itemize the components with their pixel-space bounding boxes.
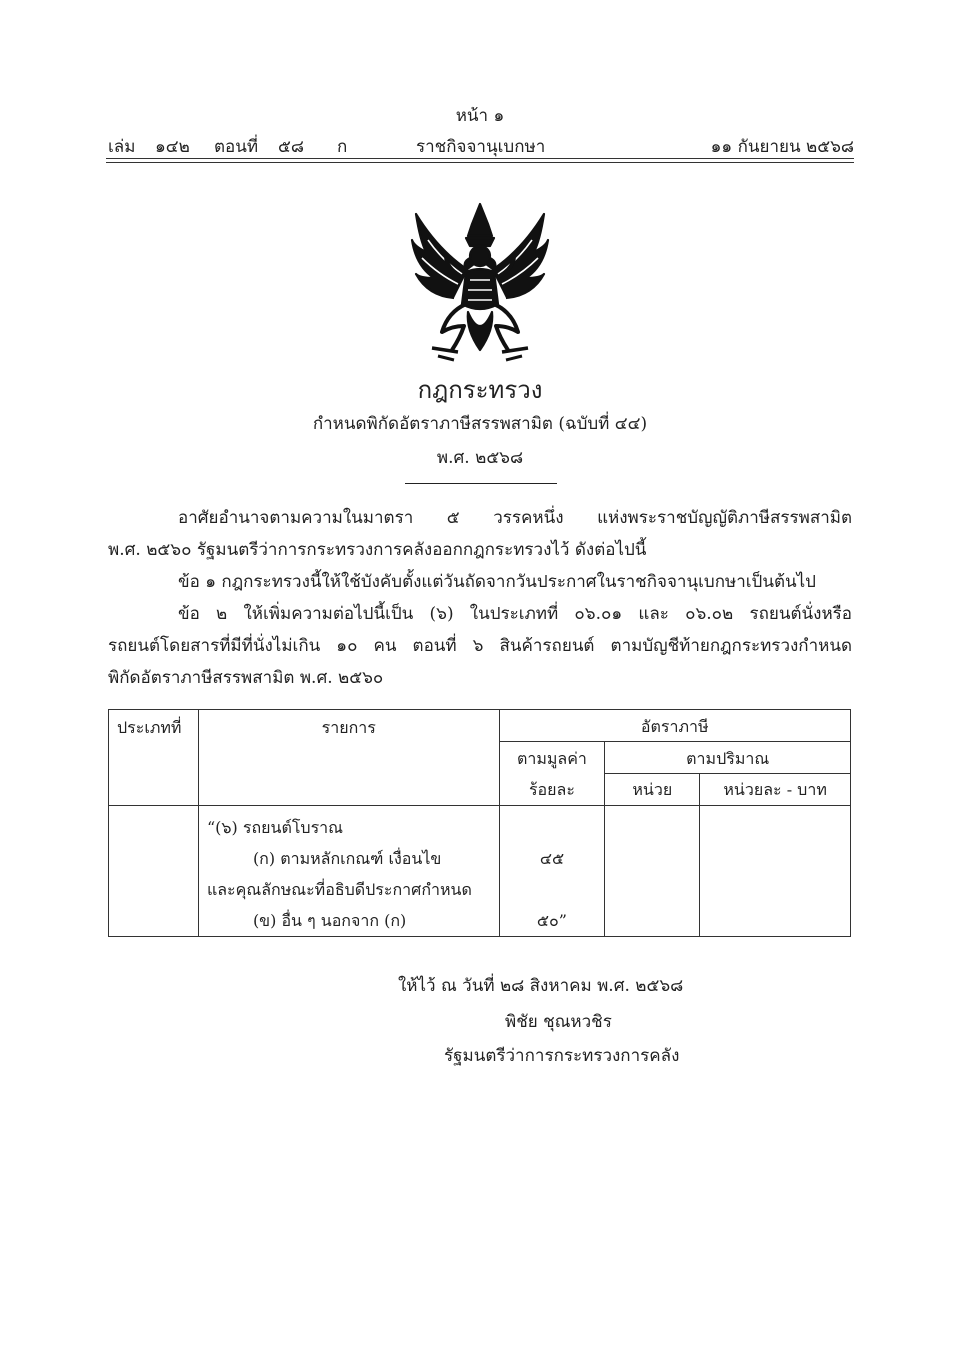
section-number: ๕๘ [278,137,304,157]
title-rule [405,483,557,484]
preamble-line-2: พ.ศ. ๒๕๖๐ รัฐมนตรีว่าการกระทรวงการคลังออกกฎกระทรวงไว้ ดังต่อไปนี้ [108,540,647,560]
signatory-position: รัฐมนตรีว่าการกระทรวงการคลัง [444,1046,680,1066]
section-label: ตอนที่ [214,137,259,157]
given-on-date: ให้ไว้ ณ วันที่ ๒๘ สิงหาคม พ.ศ. ๒๕๖๘ [398,976,684,996]
signatory-name: พิชัย ชุณหวชิร [505,1012,612,1032]
cell-item [198,806,499,937]
cell-percent [499,806,605,937]
item-a-line-2: และคุณลักษณะที่อธิบดีประกาศกำหนด [206,880,472,899]
clause-2-line-1: ข้อ ๒ ให้เพิ่มความต่อไปนี้เป็น (๖) ในประเภทที่ ๐๖.๐๑ และ ๐๖.๐๒ รถยนต์นั่งหรือ [178,604,852,624]
cell-per-unit [700,806,851,937]
item-b: (ข) อื่น ๆ นอกจาก (ก) [252,911,407,930]
item-heading: “(๖) รถยนต์โบราณ [206,818,343,837]
header-category: ประเภทที่ [109,710,199,806]
clause-2-line-2: รถยนต์โดยสารที่มีที่นั่งไม่เกิน ๑๐ คน ตอนที่ ๖ สินค้ารถยนต์ ตามบัญชีท้ายกฎกระทรวงกำหนด [108,636,852,656]
clause-2-line-3: พิกัดอัตราภาษีสรรพสามิต พ.ศ. ๒๕๖๐ [108,668,384,688]
header-by-quantity: ตามปริมาณ [605,742,851,774]
header-rate: อัตราภาษี [499,710,850,742]
header-per-unit: หน่วยละ - บาท [700,774,851,806]
header-by-value: ตามมูลค่า [499,742,605,774]
header-item: รายการ [198,710,499,806]
item-b-rate: ๕๐” [536,911,567,930]
volume-number: ๑๔๒ [155,137,190,157]
rates-table [108,709,851,937]
header-unit: หน่วย [605,774,700,806]
document-title: กฎกระทรวง [417,376,543,404]
item-a-line-1: (ก) ตามหลักเกณฑ์ เงื่อนไข [252,849,442,868]
item-a-rate: ๔๕ [539,849,565,868]
header-percent: ร้อยละ [499,774,605,806]
garuda-emblem-icon [408,200,553,365]
gazette-date: ๑๑ กันยายน ๒๕๖๘ [710,137,854,157]
header-rule [106,158,854,159]
volume-label: เล่ม [108,137,136,157]
document-subtitle: กำหนดพิกัดอัตราภาษีสรรพสามิต (ฉบับที่ ๔๔) [312,414,648,434]
preamble-line-1: อาศัยอำนาจตามความในมาตรา ๕ วรรคหนึ่ง แห่งพระราชบัญญัติภาษีสรรพสามิต [178,508,852,528]
page-number: หน้า ๑ [455,106,505,126]
gazette-name: ราชกิจจานุเบกษา [416,137,546,157]
section-letter: ก [337,137,348,157]
header-rule-secondary [106,162,854,163]
document-year: พ.ศ. ๒๕๖๘ [436,448,524,468]
cell-unit [605,806,700,937]
clause-1: ข้อ ๑ กฎกระทรวงนี้ให้ใช้บังคับตั้งแต่วันถัดจากวันประกาศในราชกิจจานุเบกษาเป็นต้นไป [178,572,816,592]
body-text [108,502,852,694]
cell-category [109,806,199,937]
